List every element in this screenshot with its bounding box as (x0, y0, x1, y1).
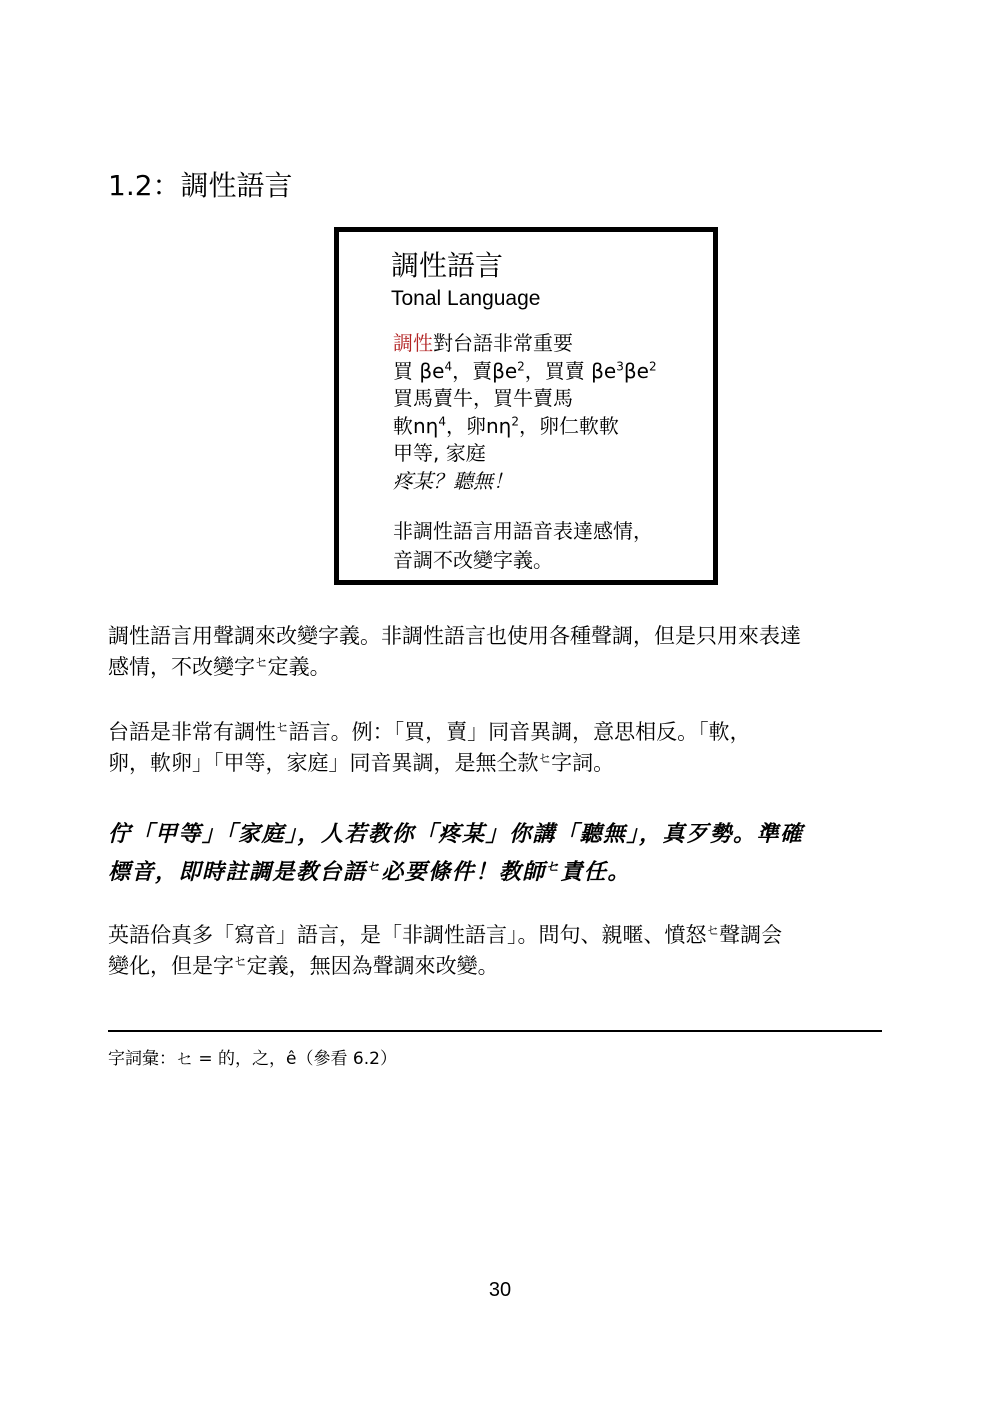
section-heading: 1.2：調性語言 (108, 169, 293, 202)
box-line-6: 疼某？聽無！ (393, 468, 513, 493)
box-line-1: 調性對台語非常重要 (393, 331, 573, 355)
box-examples (393, 330, 657, 495)
box-note-line-1: 非調性語言用語音表達感情， (393, 519, 653, 543)
footnote: 字詞彙：ㆤ = 的，之，ê（參看 6.2） (108, 1049, 397, 1069)
paragraph-4: 英語佮真多「寫音」語言，是「非調性語言」。問句、親暱、憤怒$^ㆤ$聲調会 變化，但是字$^ㆤ$定義，無因為聲調來改變。 (108, 922, 783, 978)
page-number: 30 (488, 1279, 512, 1301)
box-line-2: 買 $\beta e^4$，賣$\beta e^2$，買賣 $\beta e^3\beta e^2$ (393, 358, 657, 383)
paragraph-2: 台語是非常有調性$^ㆤ$語言。例：「買，賣」同音異調，意思相反。「軟， 卵，軟卵」「甲等，家庭」同音異調，是無仝款$^ㆤ$字詞。 (108, 719, 751, 775)
highlight-tonal: 調性 (393, 331, 433, 355)
box-line-4: 軟$n\eta^4$，卵$n\eta^2$，卵仁軟軟 (393, 413, 619, 438)
tonal-language-box (334, 227, 718, 585)
box-title: 調性語言 (391, 249, 504, 282)
box-line-5: 甲等, 家庭 (393, 441, 486, 465)
box-note (393, 517, 653, 575)
box-note-line-2: 音調不改變字義。 (393, 548, 553, 572)
box-subtitle: Tonal Language (391, 287, 541, 310)
paragraph-3-emphasis: 佇「甲等」「家庭」，人若教你「疼某」你講「聽無」，真歹勢。準確 標音，即時註調是教台語$^ㆤ$必要條件！教師$^ㆤ$責任。 (108, 821, 804, 885)
footnote-divider (108, 1030, 882, 1032)
paragraph-1: 調性語言用聲調來改變字義。非調性語言也使用各種聲調，但是只用來表達 感情，不改變字$^ㆤ$定義。 (108, 624, 801, 679)
box-line-3: 買馬賣牛，買牛賣馬 (393, 386, 573, 410)
